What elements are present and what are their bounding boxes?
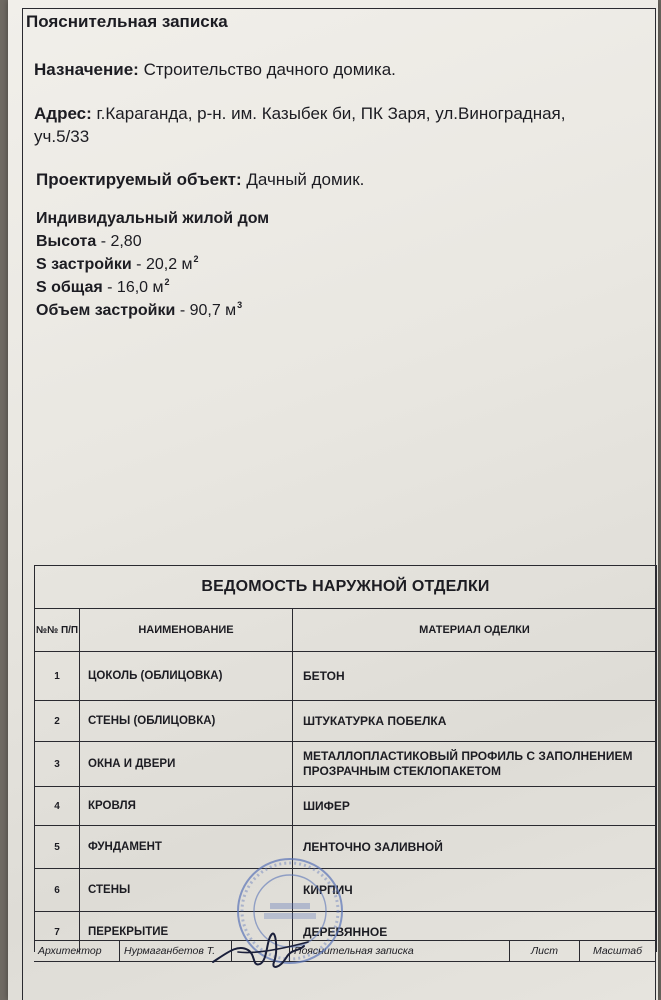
object-line	[36, 170, 364, 190]
row-name: КРОВЛЯ	[80, 787, 293, 825]
purpose-label: Назначение:	[34, 60, 139, 79]
row-num: 5	[35, 826, 80, 868]
row-material: КИРПИЧ	[293, 869, 657, 911]
spec-heading: Индивидуальный жилой дом	[36, 210, 270, 227]
table-row	[35, 787, 657, 826]
spec-volume	[36, 302, 242, 320]
spec-built-area-label: S застройки	[36, 256, 132, 273]
spec-volume-label: Объем застройки	[36, 302, 176, 319]
spec-total-area-label: S общая	[36, 279, 103, 296]
title-block-sheet: Лист	[510, 941, 580, 961]
spec-built-area	[36, 256, 199, 274]
table-row	[35, 826, 657, 869]
document-sheet	[8, 0, 658, 1000]
spec-volume-power: 3	[237, 300, 243, 310]
spec-height-value: - 2,80	[100, 233, 142, 250]
header-num: №№ П/П	[35, 609, 80, 651]
header-name: НАИМЕНОВАНИЕ	[80, 609, 293, 651]
spec-total-area	[36, 279, 170, 297]
finish-table-header	[35, 609, 657, 652]
row-material: ШИФЕР	[293, 787, 657, 825]
table-row	[35, 652, 657, 701]
spec-built-area-value: - 20,2 м	[136, 256, 193, 273]
title-block-scale: Масштаб	[580, 941, 656, 961]
spec-built-area-power: 2	[193, 254, 199, 264]
table-row	[35, 742, 657, 787]
title-block-person: Нурмаганбетов Т.	[120, 941, 232, 961]
address-value-1: г.Караганда, р-н. им. Казыбек би, ПК Заря, ул.Виноградная,	[96, 104, 566, 123]
spec-height-label: Высота	[36, 233, 97, 250]
spec-total-area-power: 2	[164, 277, 170, 287]
purpose-line	[34, 60, 396, 80]
row-num: 6	[35, 869, 80, 911]
title-block-doc-name: Пояснительная записка	[290, 941, 510, 961]
row-material: МЕТАЛЛОПЛАСТИКОВЫЙ ПРОФИЛЬ С ЗАПОЛНЕНИЕМ ПРОЗРАЧНЫМ СТЕКЛОПАКЕТОМ	[293, 742, 657, 786]
spec-volume-value: - 90,7 м	[179, 302, 237, 319]
row-num: 7	[35, 912, 80, 952]
row-name: СТЕНЫ (ОБЛИЦОВКА)	[80, 701, 293, 741]
row-name: ФУНДАМЕНТ	[80, 826, 293, 868]
table-row	[35, 869, 657, 912]
row-num: 4	[35, 787, 80, 825]
row-name: СТЕНЫ	[80, 869, 293, 911]
header-material: МАТЕРИАЛ ОДЕЛКИ	[293, 609, 657, 651]
row-name: ОКНА И ДВЕРИ	[80, 742, 293, 786]
object-value: Дачный домик.	[246, 170, 365, 189]
title-block-role: Архитектор	[34, 941, 120, 961]
row-name: ПЕРЕКРЫТИЕ	[80, 912, 293, 952]
address-line	[34, 104, 565, 124]
row-num: 2	[35, 701, 80, 741]
address-value-2: уч.5/33	[34, 127, 90, 146]
address-label: Адрес:	[34, 104, 92, 123]
table-row	[35, 701, 657, 742]
signature	[208, 922, 318, 977]
purpose-value: Строительство дачного домика.	[143, 60, 396, 79]
row-num: 3	[35, 742, 80, 786]
row-num: 1	[35, 652, 80, 700]
row-material: БЕТОН	[293, 652, 657, 700]
row-name: ЦОКОЛЬ (ОБЛИЦОВКА)	[80, 652, 293, 700]
spec-total-area-value: - 16,0 м	[107, 279, 164, 296]
finish-table-title: ВЕДОМОСТЬ НАРУЖНОЙ ОТДЕЛКИ	[35, 566, 657, 609]
object-label: Проектируемый объект:	[36, 170, 242, 189]
document-title: Пояснительная записка	[26, 12, 228, 31]
row-material: ШТУКАТУРКА ПОБЕЛКА	[293, 701, 657, 741]
row-material: ЛЕНТОЧНО ЗАЛИВНОЙ	[293, 826, 657, 868]
spec-height	[36, 233, 142, 251]
address-line-2	[34, 127, 89, 147]
row-material: ДЕРЕВЯННОЕ	[293, 912, 657, 952]
